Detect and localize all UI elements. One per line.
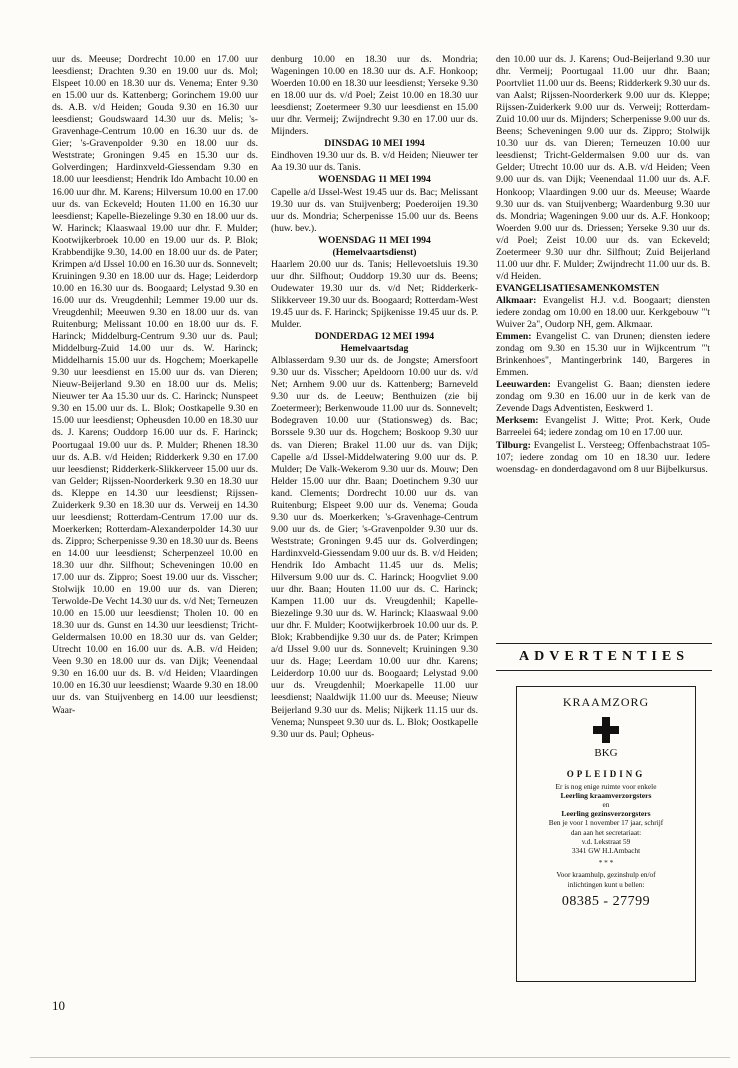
evangelisatie-text: Evangelist G. Baan; diensten iedere zondag om 9.30 en 16.00 uur in de kerk van de Zevende Dags Adventisten, Eeskwerd 1. (496, 379, 711, 415)
ad-phone-number: 08385 - 27799 (561, 893, 651, 909)
ad-brand: KRAAMZORG (562, 695, 650, 709)
column-3-intro: den 10.00 uur ds. J. Karens; Oud-Beijerland 9.30 uur dhr. Vermeij; Poortugaal 11.00 uur dhr. Baan; Poortvliet 11.00 uur ds. Beens; Ridderkerk 9.30 uur ds. van Aalst; Rijssen-Noorderkerk 9.00 uur ds. Kleppe; Rijssen-Zuiderkerk 9.00 uur ds. Verweij; Rotterdam-Zuid 10.00 uur ds. Mijnders; Scherpenisse 9.00 uur ds. Beens; Scheveningen 9.00 uur ds. Zippro; Stolwijk 10.30 uur ds. van Dieren; Terneuzen 10.00 uur leesdienst; Tricht-Geldermalsen 9.00 uur ds. van Gelder; Utrecht 10.00 uur ds. A.B. v/d Heiden; Veen 9.00 uur ds. van Dijk; Veenendaal 11.00 uur ds. A.F. Honkoop; Vlaardingen 9.00 uur ds. Meeuse; Waarde 9.30 uur ds. van Stuijvenberg; Waardenburg 9.30 uur ds. Mondria; Wageningen 9.00 uur ds. A.F. Honkoop; Woerden 9.00 uur ds. Driessen; Yerseke 9.30 uur ds. v/d Poel; Zeist 10.00 uur ds. van Eckeveld; Zoetermeer 9.30 uur dhr. Silfhout; Zuid Beijerland 11.00 uur dhr. F. Mulder; Zwijndrecht 11.00 uur ds. B. v/d Heiden. (496, 54, 710, 282)
evangelisatie-text: Evangelist J. Witte; Prot. Kerk, Oude Barreelei 64; iedere zondag om 10 en 17.00 uur. (496, 415, 711, 439)
evangelisatie-item (496, 379, 710, 415)
ad-line: Leerling kraamverzorgsters (560, 790, 652, 800)
location-label: Leeuwarden: (496, 379, 551, 391)
evangelisatie-text: Evangelist C. van Drunen; diensten iedere zondag om 9.30 en 15.30 uur in Wijkcentrum "'t Brinkenhoes", Mantingerbrink 140, Bargeres in Emmen. (496, 331, 711, 379)
bottom-rule (30, 1057, 730, 1058)
subheading-hemelvaartsdienst: (Hemelvaartsdienst) (332, 246, 417, 258)
heading-donderdag-12-mei: DONDERDAG 12 MEI 1994 (314, 331, 435, 343)
heading-dinsdag-10-mei: DINSDAG 10 MEI 1994 (324, 138, 425, 150)
column-2 (271, 54, 478, 741)
ad-line: 3341 GW H.I.Ambacht (571, 846, 641, 856)
section-heading-evangelisatiesamenkomsten: EVANGELISATIESAMENKOMSTEN (496, 282, 660, 294)
hemelvaartsdienst-text: Haarlem 20.00 uur ds. Tanis; Hellevoetsluis 19.30 uur dhr. Silfhout; Ouddorp 19.30 uur ds. Beens; Oudewater 19.30 uur ds. v/d Net; Ridderkerk-Slikkerveer 19.30 uur ds. Boogaard; Rotterdam-West 19.45 uur ds. F. Harinck; Spijkenisse 19.45 uur ds. P. Mulder. (271, 258, 478, 331)
ad-separator: * * * (598, 858, 614, 868)
location-label: Alkmaar: (496, 294, 537, 306)
evangelisatie-text: Evangelist L. Versteeg; Offenbachstraat 105-107; iedere zondag om 10 en 18.30 uur. Iedere woensdag- en donderdagavond om 8 uur Bijbelkursus. (496, 439, 711, 475)
evangelisatie-item (496, 331, 710, 379)
ad-line: inlichtingen kunt u bellen: (567, 879, 645, 889)
ad-line: Er is nog enige ruimte voor enkele (555, 781, 657, 791)
donderdag-12-mei-text: Alblasserdam 9.30 uur ds. de Jongste; Amersfoort 9.30 uur ds. Visscher; Apeldoorn 10.00 uur ds. v/d Net; Arnhem 9.00 uur ds. Kattenberg; Barneveld 9.30 uur ds. de Leeuw; Benthuizen (zie bij Zoetermeer); Berkenwoude 11.00 uur ds. Sonnevelt; Bodegraven 10.00 uur (Stationsweg) ds. Bac; Borssele 9.30 uur ds. Hogchem; Boskoop 9.30 uur ds. van Dieren; Brakel 11.00 uur ds. van Dijk; Capelle a/d IJssel-Middelwatering 9.00 uur ds. P. Mulder; De Valk-Wekerom 9.30 uur ds. Mouw; Den Helder 15.00 uur dhr. Baan; Doetinchem 9.30 uur kand. Clements; Dordrecht 10.00 uur ds. van Ruitenburg; Elspeet 9.00 uur ds. Venema; Gouda 9.30 uur ds. Moerkerken; 's-Gravenhage-Centrum 9.00 uur ds. de Gier; 's-Gravenpolder 9.30 uur ds. Weststrate; Groningen 9.45 uur ds. Golverdingen; Hardinxveld-Giessendam 9.00 uur ds. B. v/d Heiden; Hendrik Ido Ambacht 11.45 uur ds. Melis; Hilversum 9.00 uur ds. C. Harinck; Hoogvliet 9.00 uur dhr. Baan; Houten 11.00 uur ds. C. Harinck; Kampen 11.00 uur ds. Vreugdenhil; Kapelle-Biezelinge 9.30 uur ds. W. Harinck; Klaaswaal 9.00 uur dhr. F. Mulder; Kootwijkerbroek 10.00 uur ds. P. Blok; Krabbendijke 9.30 uur ds. de Pater; Krimpen a/d IJssel 9.00 uur ds. Sonnevelt; Kruiningen 9.30 uur ds. Hage; Leerdam 10.00 uur dhr. Karens; Leiderdorp 10.00 uur ds. Boogaard; Lelystad 9.00 uur ds. Vreugdenhil; Moerkapelle 11.00 uur leesdienst; Naaldwijk 11.00 uur ds. Meeuse; Nieuw Beijerland 9.30 uur ds. Melis; Nijkerk 11.15 uur ds. Venema; Nunspeet 9.30 uur ds. L. Blok; Oostkapelle 9.30 uur ds. Paul; Opheus- (271, 355, 478, 740)
column-3 (496, 54, 710, 476)
ad-line: Voor kraamhulp, gezinshulp en/of (556, 870, 656, 880)
ad-line: Ben je voor 1 november 17 jaar, schrijf (548, 818, 664, 828)
ad-title: OPLEIDING (566, 769, 646, 780)
location-label: Merksem: (496, 415, 539, 427)
column-1 (52, 54, 258, 717)
evangelisatie-item (496, 415, 710, 439)
ad-organisation: BKG (594, 747, 618, 760)
kraamzorg-advertisement (516, 686, 696, 982)
evangelisatie-item (496, 295, 710, 331)
ad-line: en (602, 800, 610, 810)
location-label: Tilburg: (496, 439, 531, 451)
dinsdag-10-mei-text: Eindhoven 19.30 uur ds. B. v/d Heiden; Nieuwer ter Aa 19.30 uur ds. Tanis. (271, 150, 478, 174)
heading-woensdag-11-mei: WOENSDAG 11 MEI 1994 (318, 174, 431, 186)
woensdag-11-mei-text: Capelle a/d IJssel-West 19.45 uur ds. Bac; Melissant 19.30 uur ds. van Stuijvenberg; Poederoijen 19.30 uur ds. Mondria; Scherpenisse 15.00 uur ds. Beens (huw. bev.). (271, 186, 478, 234)
ad-line: Leerling gezinsverzorgsters (561, 809, 651, 819)
evangelisatie-item (496, 440, 710, 476)
advertenties-heading: ADVERTENTIES (496, 643, 712, 671)
evangelisatie-text: Evangelist H.J. v.d. Boogaart; diensten iedere zondag om 10.00 en 18.00 uur. Kerkgebouw "'t Wuiver 2a", Oudorp NH, gem. Alkmaar. (496, 294, 711, 331)
cross-icon (593, 717, 619, 743)
location-label: Emmen: (496, 331, 532, 343)
ad-line: dan aan het secretariaat: (570, 827, 642, 837)
heading-woensdag-11-mei-hemelvaart: WOENSDAG 11 MEI 1994 (318, 234, 431, 246)
subheading-hemelvaartsdag: Hemelvaartsdag (340, 343, 409, 355)
column-1-text: uur ds. Meeuse; Dordrecht 10.00 en 17.00 uur leesdienst; Drachten 9.30 en 19.00 uur ds. Mol; Elspeet 10.00 en 18.30 uur ds. Venema; Enter 9.30 en 15.00 uur ds. Kattenberg; Gorinchem 19.00 uur ds. A.B. v/d Heiden; Gouda 9.30 en 16.30 uur leesdienst; Goudswaard 14.30 uur ds. Melis; 's-Gravenhage-Centrum 10.00 en 16.30 uur ds. de Gier; 's-Gravenpolder 9.30 en 18.00 uur ds. Weststrate; Groningen 9.45 en 15.30 uur ds. Golverdingen; Hardinxveld-Giessendam 9.30 en 18.00 uur leesdienst; Hendrik Ido Ambacht 10.00 en 16.00 uur dhr. M. Karens; Hilversum 10.00 en 17.00 uur ds. van Eckeveld; Houten 11.00 en 16.30 uur leesdienst; Kapelle-Biezelinge 9.30 en 18.00 uur ds. W. Harinck; Klaaswaal 19.00 uur dhr. F. Mulder; Kootwijkerbroek 10.00 en 19.00 uur ds. P. Blok; Krabbendijke 9.30, 14.00 en 18.00 uur ds. de Pater; Krimpen a/d IJssel 10.00 en 16.30 uur ds. Sonnevelt; Kruiningen 9.30 en 18.00 uur ds. Hage; Leiderdorp 10.00 en 16.30 uur ds. Boogaard; Lelystad 9.30 en 16.00 uur ds. Vreugdenhil; Lemmer 19.00 uur ds. Vreugdenhil; Meeuwen 9.30 en 18.00 uur ds. van Ruitenburg; Melissant 10.00 en 18.00 uur ds. F. Harinck; Middelburg-Centrum 9.30 uur ds. Paul; Middelburg-Zuid 14.00 uur ds. W. Harinck; Middelharnis 15.00 uur ds. Hogchem; Moerkapelle 9.30 uur leesdienst en 15.00 uur ds. van Dieren; Nieuw-Beijerland 9.30 en 18.00 uur ds. Melis; Nieuwer ter Aa 15.30 uur ds. C. Harinck; Nunspeet 9.30 en 15.00 uur ds. L. Blok; Oostkapelle 9.30 en 15.00 uur leesdienst; Opheusden 10.00 en 18.30 uur ds. J. Karens; Ouddorp 16.00 uur ds. F. Harinck; Poortugaal 19.00 uur ds. P. Mulder; Rhenen 18.30 uur ds. A.B. v/d Heiden; Ridderkerk 9.30 en 17.00 uur leesdienst; Ridderkerk-Slikkerveer 15.00 uur ds. van Gelder; Rijssen-Noorderkerk 9.30 en 18.30 uur ds. Kleppe en 14.30 uur leesdienst; Rijssen-Zuiderkerk 9.30 en 18.30 uur ds. Verweij en 14.30 uur leesdienst; Rotterdam-Centrum 17.00 uur ds. Moerkerken; Rotterdam-Alexanderpolder 14.30 uur ds. Zippro; Scherpenisse 9.30 en 18.30 uur ds. Beens en 14.00 uur leesdienst; Scherpenzeel 10.00 en 18.30 uur dhr. Silfhout; Scheveningen 10.00 en 17.00 uur ds. Zippro; Soest 19.00 uur ds. Visscher; Stolwijk 10.00 en 19.00 uur ds. van Dieren; Terwolde-De Vecht 14.30 uur ds. v/d Net; Terneuzen 10.00 en 15.00 uur leesdienst; Tholen 10. 00 en 18.30 uur ds. Gunst en 14.30 uur leesdienst; Tricht-Geldermalsen 10.00 en 18.30 uur ds. van Gelder; Utrecht 10.00 en 16.00 uur ds. A.B. v/d Heiden; Veen 9.30 en 18.00 uur ds. van Dijk; Veenendaal 9.30 en 16.00 uur ds. B. v/d Heiden; Vlaardingen 10.00 en 16.30 uur leesdienst; Waarde 9.30 en 18.00 uur ds. van Stuijvenberg en 14.00 uur leesdienst; Waar- (52, 54, 258, 716)
page-number: 10 (52, 998, 65, 1013)
ad-line: v.d. Lekstraat 59 (581, 836, 631, 846)
column-2-intro: denburg 10.00 en 18.30 uur ds. Mondria; Wageningen 10.00 en 18.30 uur ds. A.F. Honkoop; Woerden 10.00 en 18.30 uur leesdienst; Yerseke 9.30 en 18.00 uur ds. v/d Poel; Zeist 10.00 en 18.30 uur leesdienst; Zoetermeer 9.30 uur leesdienst en 15.00 uur dhr. Vermeij; Zwijndrecht 9.30 en 17.00 uur ds. Mijnders. (271, 54, 478, 138)
